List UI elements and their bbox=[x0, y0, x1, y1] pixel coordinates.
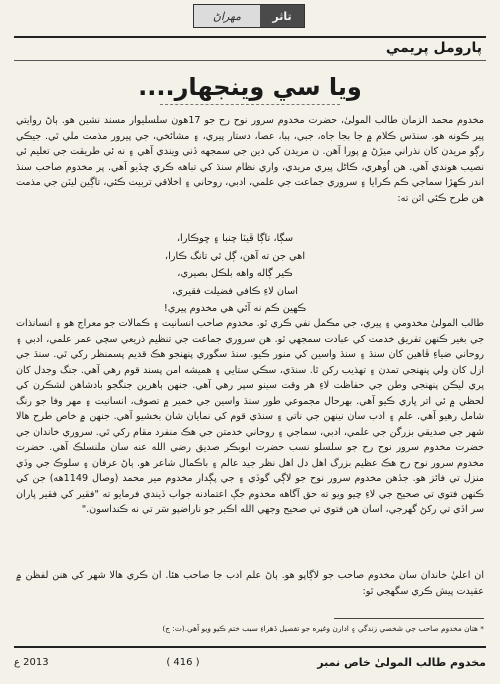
header-rule bbox=[14, 36, 486, 38]
title-underline bbox=[160, 104, 340, 105]
page-number: ( 416 ) bbox=[166, 656, 200, 668]
verse-line: اسان لاءِ ڪافي فضيلت فقيري، bbox=[172, 285, 298, 297]
page-footer bbox=[14, 652, 486, 672]
footnote-rule bbox=[334, 618, 484, 619]
verse-line: سڳا، تاڳا ڦيٽا چنبا ۽ ڇوڪارا، bbox=[176, 233, 294, 244]
banner-section-label: تاثر bbox=[260, 5, 304, 27]
magazine-banner bbox=[193, 4, 305, 28]
verse-line: ڪير ڳاله واهه بلڪل بصيري، bbox=[177, 268, 293, 279]
footer-rule bbox=[14, 646, 486, 648]
issue-label: مخدوم طالب المولىٰ خاص نمبر bbox=[317, 655, 486, 669]
paragraph-closing: ان اعليٰ خاندان سان مخدوم صاحب جو لاڳاپو هو. ٻاڻ علم ادب جا صاحب هئا. ان ڪري هالا شهر کي هنن لفظن ۾ عقيدت پيش ڪري سگهجي ٿو: bbox=[16, 570, 484, 597]
paragraph-intro: مخدوم محمد الزمان طالب المولىٰ، حضرت مخدوم سرور نوح رح جو 17هون سلسليوار مسند نشين هو. ٻاڻ روايتي پير ڪونه هو. سنڌس ڪلام ۾ جا بجا جاه، جبي، ٻبا، عصا، دستار پيري، ۽ مشائخي، جي پيرور مذمت ملي ٿي. جيڪي رڳو مريدن کان نذراني ميڙڻ ۾ پورا آهن. ن مريدن کي دين جي سمجهه ڏني ويندي آهي ۽ نه ئي طريقت جي تعليم ئي نصيب هوندي آهي. هن اُوهري، ڪاڻل پيري مريدي، واري نظام سنڌ کي تباهه ڪري ڇڏيو آهي. پر مخدوم صاحب سنڌ اندر ڪهڙا سماجي ڪم ڪرايا ۽ سروري جماعت جي علمي، ادبي، روحاني ۽ اخلاقي تربيت ڪئي، تاڳين ليٽن جي مذمت هن طرح ڪئي اٿن ته: bbox=[16, 115, 484, 204]
paragraph-main: طالب المولىٰ مخدومي ۽ پيري، جي مڪمل نفي ڪري ٿو. مخدوم صاحب انسانيت ۽ ڪمالات جو معراج هو ۽ انسانذات جي بغير ڪنهن تفريق خدمت کي عبادت سمجهي ٿو. هن سروري جماعت جي تنظيم ذريعي سڄي عمر علمي، ادبي ۽ روحاني ضياءِ ڦاهين کان سنڌ ۽ سنڌ واسين کي منور ڪيو. سنڌ سگوري پنهنجو هڪ قديم پسمنظر رکي ٿي. سنڌ جي ازل کان ولي پنهنجي تمدن ۽ تهذيب رکن ٿا. سنڌي، سڪي ستايي ۽ هميشه امن پسند قوم رهي آهي. جنگ وجدل کان پري ليڪن پنهنجي وطن جي حفاظت لاءِ هر وقت سينو سپر رهي آهي. جنهن ٻاهرين جنگجو بادشاهن لشڪرن کي لحظي ۾ ئي اتر ڀاري ڪيو آهي. بهرحال مجموعي طور سنڌ واسين جي خمير ۾ تصوف، انسانيت ۽ مهر وفا جو رنگ شامل رهيو آهي. علم ۽ ادب سان نينهن جي ناتي ۽ سنڌي قوم کي نمايان شان بخشيو آهي. جنهن ۾ خاص طرح هالا شهر جي صديقي بزرگن جي علمي، ادبي، سماجي ۽ روحاني خدمتن جي هڪ منفرد مقام رکي ٿي. سروري خاندان جي حضرت مخدوم سرور نوح رح جو سلسلو نسب حضرت ابوبڪر صديق رضي الله عنه سان ملنسلڪ آهي. حضرت مخدوم سرور نوح رح هڪ عظيم بزرگ اهل دل اهل نظر جيد عالم ۽ باڪمال شاعر هو. ٻاڻ عرفان ۽ سلوڪ جي وڏي منزل تي فائز هو. جڏهن مخدوم سرور نوح جو لاڳي گوڏي ۽ جي پڳدار مخدوم مير محمد (وصال 1149هه) جن کي ڪنهن فتوي تي صحيح جي لاءِ چيو ويو ته حق آگاهه مخدوم جڳ اعتمادنه جواب ڏيندي فرمايو ته "فقير کي فقير پاران سر اڏي تي رکڻ گهرجي، اسان هن فتوي تي صحيح وجهي الله اڪبر جو ناراضپو سَر تي نه ڪنداسون." bbox=[16, 318, 484, 515]
article-title: ويا سي وينجهار.... bbox=[138, 73, 362, 101]
verse-line: ڪهين ڪم نه آئي هي مخدوم پيري! bbox=[163, 303, 307, 314]
author-rule bbox=[14, 60, 486, 61]
banner-logo: مهراڻ bbox=[194, 5, 260, 27]
footnote: * هتان مخدوم صاحب جي شخصي زندگي ۽ ادارن وغيره جو تفصيل ڏهراءِ سبب ختم ڪيو ويو آهي.(ت: ج) bbox=[162, 624, 484, 633]
author-name: پارومل پريمي bbox=[385, 40, 482, 56]
footer-year: 2013 ع bbox=[14, 656, 49, 668]
verse-block bbox=[120, 230, 350, 318]
verse-line: اهي جن ته آهن، ڳل ٿي تانگ ڪارا، bbox=[164, 250, 306, 262]
